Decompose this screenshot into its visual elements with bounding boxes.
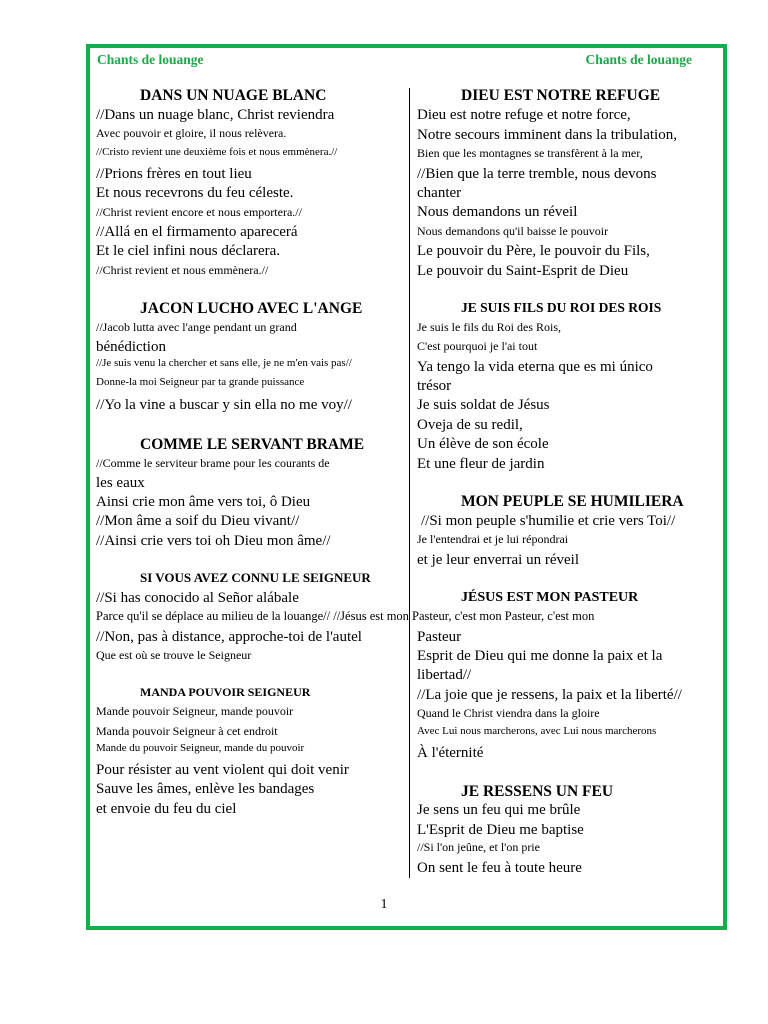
song-line: libertad// xyxy=(417,667,472,683)
song-line: Mande pouvoir Seigneur, mande pouvoir xyxy=(96,704,294,718)
song-line: L'Esprit de Dieu me baptise xyxy=(417,822,584,838)
header-left: Chants de louange xyxy=(97,52,204,67)
song-title: JACON LUCHO AVEC L'ANGE xyxy=(140,300,363,317)
song-line: //Si has conocido al Señor alábale xyxy=(96,590,299,606)
song-line: //Comme le serviteur brame pour les courants de xyxy=(96,456,330,470)
song-line: //Christ revient et nous emmènera.// xyxy=(96,263,269,277)
song-title: SI VOUS AVEZ CONNU LE SEIGNEUR xyxy=(140,570,371,585)
header-right: Chants de louange xyxy=(585,52,692,67)
song-line: Bien que les montagnes se transfèrent à la mer, xyxy=(417,146,643,160)
page-number: 1 xyxy=(380,897,388,912)
song-line: À l'éternité xyxy=(417,745,484,761)
song-line: trésor xyxy=(417,378,452,394)
song-line: C'est pourquoi je l'ai tout xyxy=(417,339,538,353)
song-line: //Si l'on jeûne, et l'on prie xyxy=(417,840,540,854)
song-title: COMME LE SERVANT BRAME xyxy=(140,436,365,453)
song-title: MON PEUPLE SE HUMILIERA xyxy=(461,493,684,510)
song-line: Dieu est notre refuge et notre force, xyxy=(417,107,631,123)
song-line: Avec pouvoir et gloire, il nous relèvera. xyxy=(96,126,287,140)
song-line: //Prions frères en tout lieu xyxy=(96,166,252,182)
song-line: Je suis le fils du Roi des Rois, xyxy=(417,320,562,334)
song-line: Le pouvoir du Saint-Esprit de Dieu xyxy=(417,263,629,279)
song-line: Et le ciel infini nous déclarera. xyxy=(96,243,281,259)
song-line: On sent le feu à toute heure xyxy=(417,860,582,876)
song-line: Je suis soldat de Jésus xyxy=(417,397,550,413)
column-divider xyxy=(409,88,410,878)
song-line: //Ainsi crie vers toi oh Dieu mon âme// xyxy=(96,533,331,549)
song-line: et envoie du feu du ciel xyxy=(96,801,237,817)
song-line: chanter xyxy=(417,185,462,201)
song-line: Nous demandons un réveil xyxy=(417,204,578,220)
song-title: JE SUIS FILS DU ROI DES ROIS xyxy=(461,300,662,315)
song-title: JÉSUS EST MON PASTEUR xyxy=(461,590,639,605)
song-line: //Je suis venu la chercher et sans elle, je ne m'en vais pas// xyxy=(96,357,352,369)
song-line: Je l'entendrai et je lui répondrai xyxy=(417,532,569,546)
song-line: Donne-la moi Seigneur par ta grande puissance xyxy=(96,376,305,388)
song-line: //La joie que je ressens, la paix et la liberté// xyxy=(417,687,682,703)
song-line: //Dans un nuage blanc, Christ reviendra xyxy=(96,107,335,123)
song-line: //Si mon peuple s'humilie et crie vers Toi// xyxy=(421,513,676,529)
song-line: et je leur enverrai un réveil xyxy=(417,552,579,568)
song-line: Quand le Christ viendra dans la gloire xyxy=(417,706,600,720)
song-title: DANS UN NUAGE BLANC xyxy=(140,87,327,104)
song-line: //Non, pas à distance, approche-toi de l'autel xyxy=(96,629,362,645)
song-title: JE RESSENS UN FEU xyxy=(461,783,614,800)
song-line: //Yo la vine a buscar y sin ella no me voy// xyxy=(96,397,352,413)
song-line: //Jacob lutta avec l'ange pendant un grand xyxy=(96,320,297,334)
song-line: Notre secours imminent dans la tribulation, xyxy=(417,127,677,143)
song-line: Mande du pouvoir Seigneur, mande du pouvoir xyxy=(96,742,305,754)
song-line: les eaux xyxy=(96,475,145,491)
song-line: Pour résister au vent violent qui doit venir xyxy=(96,762,349,778)
song-line: Un élève de son école xyxy=(417,436,549,452)
song-title: DIEU EST NOTRE REFUGE xyxy=(461,87,661,104)
song-line: Et une fleur de jardin xyxy=(417,456,545,472)
song-line: Sauve les âmes, enlève les bandages xyxy=(96,781,315,797)
song-line-overflow: Parce qu'il se déplace au milieu de la louange// //Jésus est mon Pasteur, c'est mon Pasteur, c'est mon xyxy=(96,609,595,623)
song-line: //Christ revient encore et nous emportera.// xyxy=(96,205,302,219)
song-line: Manda pouvoir Seigneur à cet endroit xyxy=(96,724,278,738)
song-line: bénédiction xyxy=(96,339,166,355)
song-title: MANDA POUVOIR SEIGNEUR xyxy=(140,685,311,699)
song-line: //Allá en el firmamento aparecerá xyxy=(96,224,298,240)
song-line: Je sens un feu qui me brûle xyxy=(417,802,581,818)
song-line: Ainsi crie mon âme vers toi, ô Dieu xyxy=(96,494,311,510)
song-line: Oveja de su redil, xyxy=(417,417,523,433)
song-line: Pasteur xyxy=(417,629,462,645)
song-line: Et nous recevrons du feu céleste. xyxy=(96,185,294,201)
song-line: //Cristo revient une deuxième fois et nous emmènera.// xyxy=(96,146,338,158)
song-line: //Mon âme a soif du Dieu vivant// xyxy=(96,513,300,529)
song-line: Esprit de Dieu qui me donne la paix et la xyxy=(417,648,663,664)
song-line: Avec Lui nous marcherons, avec Lui nous marcherons xyxy=(417,725,657,737)
song-line: Ya tengo la vida eterna que es mi único xyxy=(417,359,653,375)
song-line: Nous demandons qu'il baisse le pouvoir xyxy=(417,224,609,238)
song-line: Le pouvoir du Père, le pouvoir du Fils, xyxy=(417,243,650,259)
song-line: //Bien que la terre tremble, nous devons xyxy=(417,166,657,182)
song-line: Que est où se trouve le Seigneur xyxy=(96,648,252,662)
